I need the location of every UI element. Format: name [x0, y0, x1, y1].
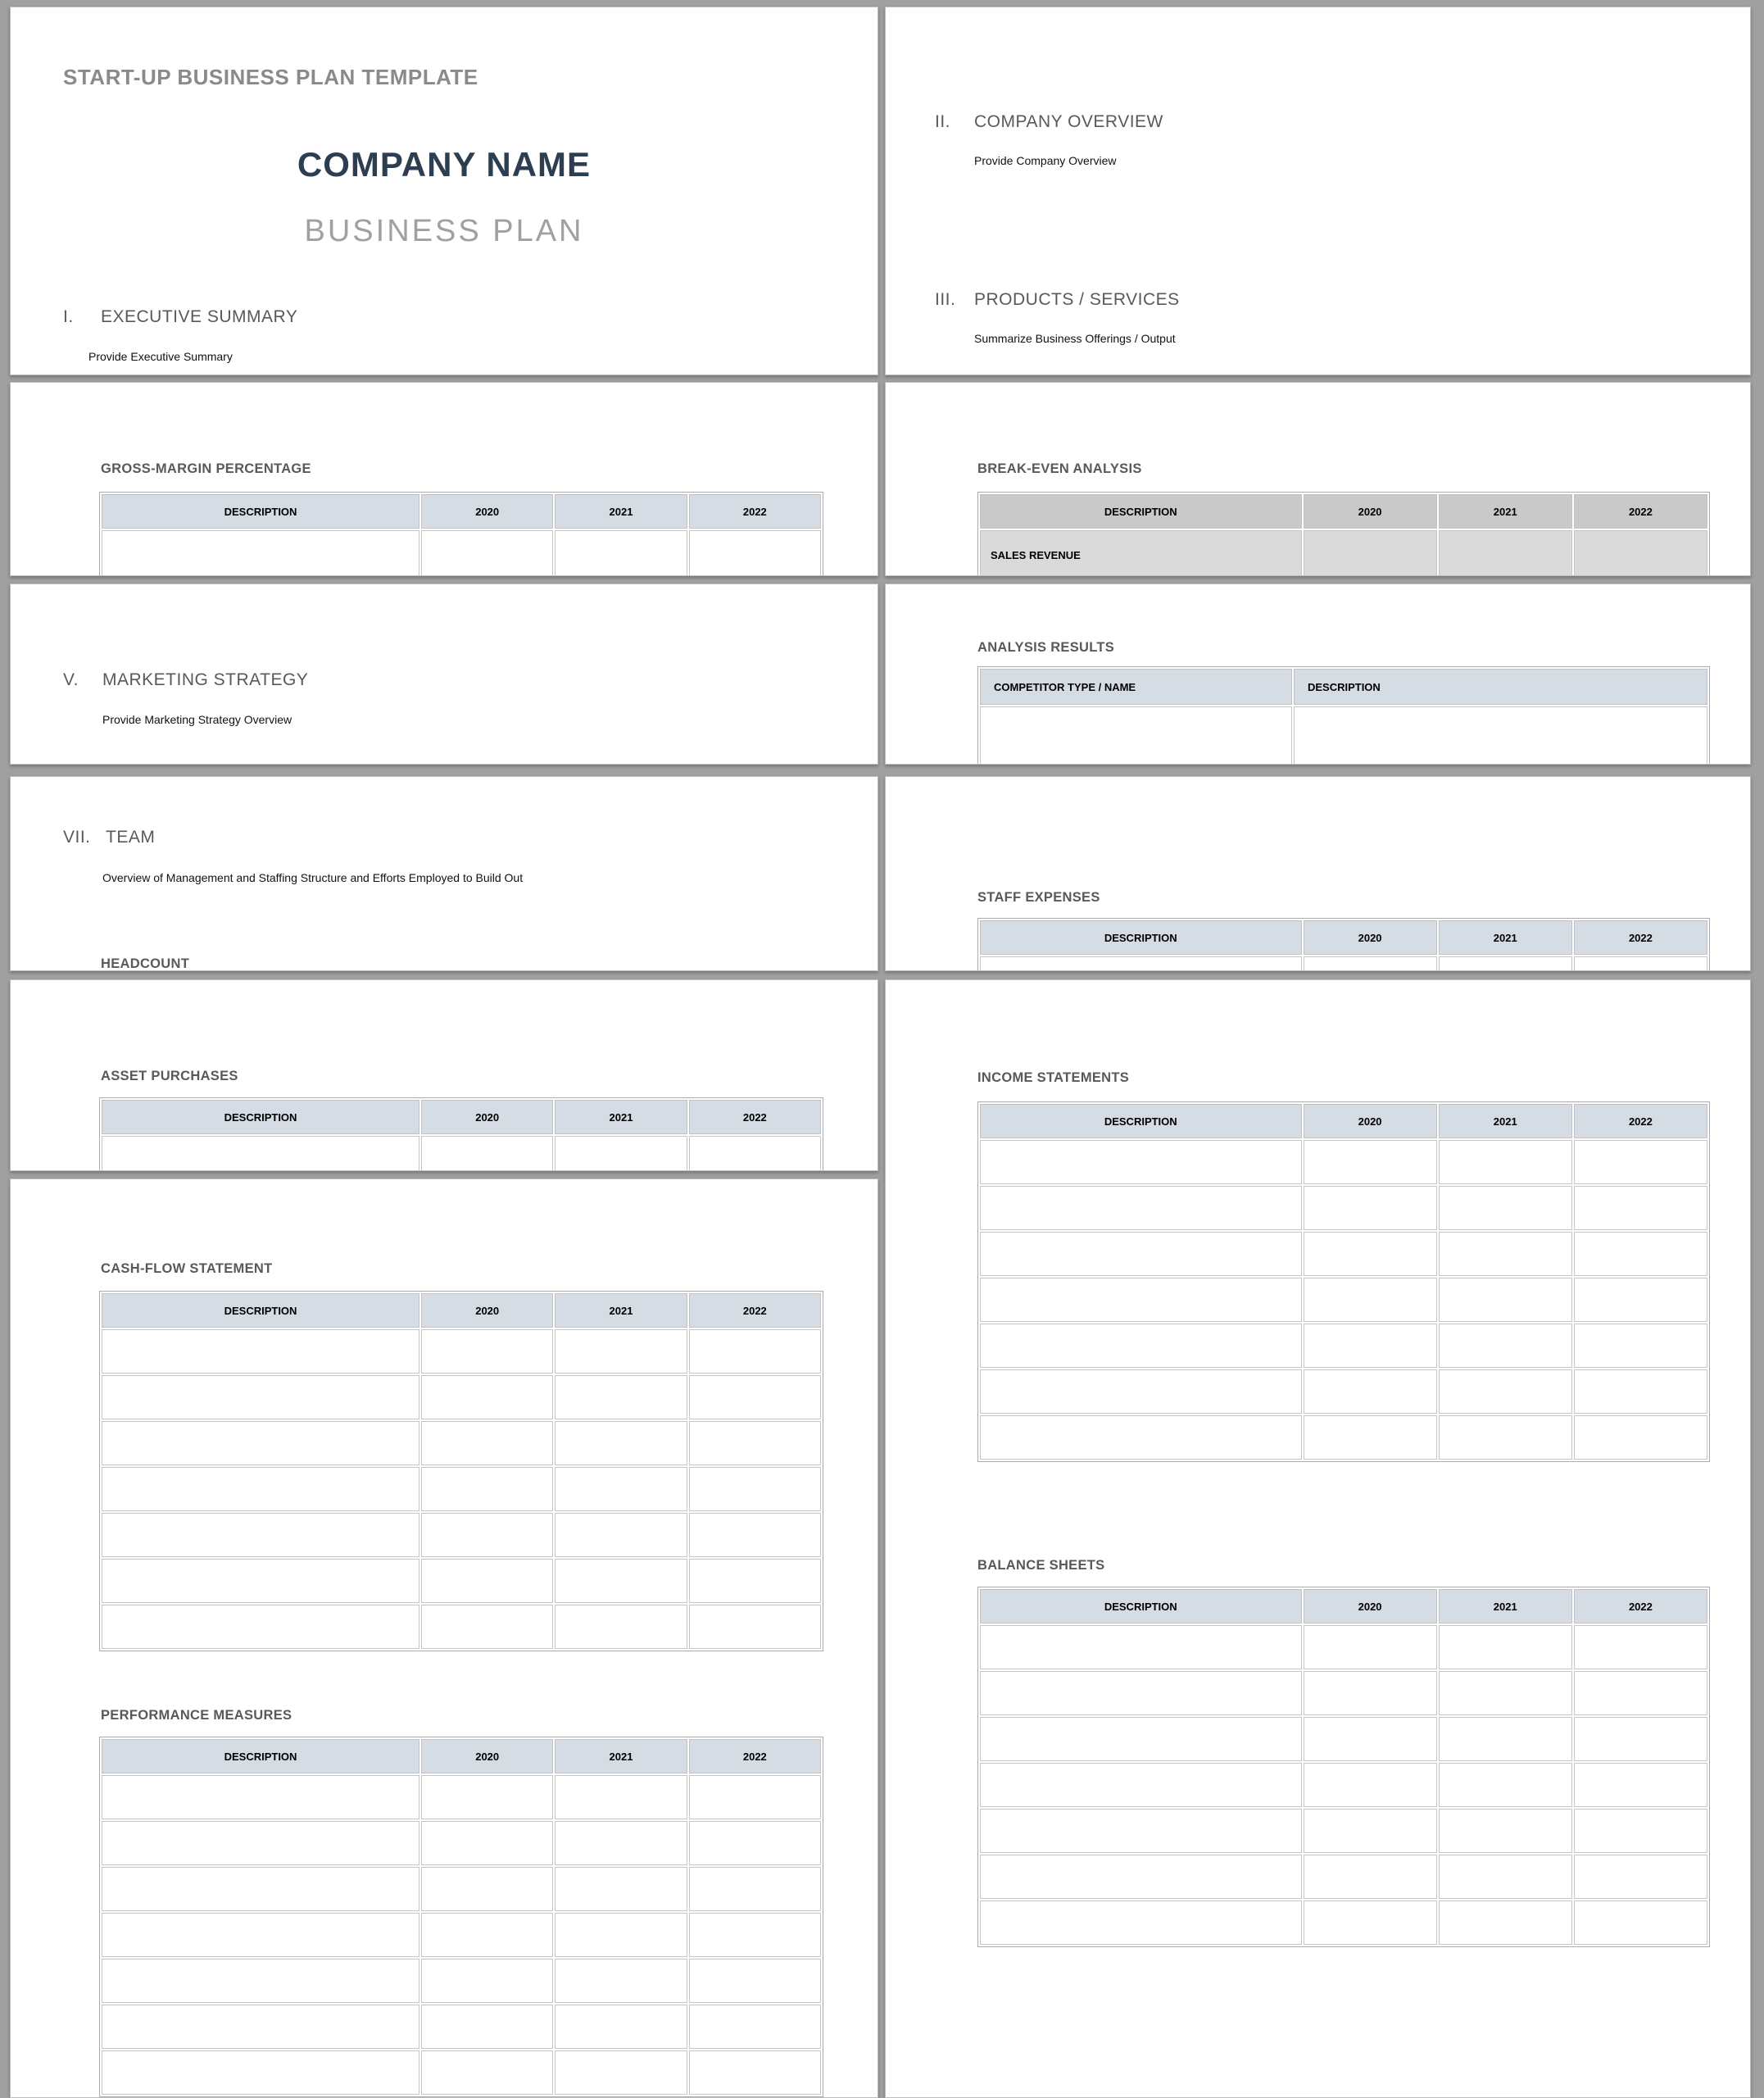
cell	[1304, 530, 1437, 576]
table-row	[102, 1513, 821, 1557]
cell	[1304, 1324, 1437, 1368]
cell	[421, 1329, 553, 1374]
cell	[1439, 1855, 1572, 1899]
cell	[102, 1467, 419, 1511]
cell	[421, 1421, 553, 1465]
section-heading-products-services	[886, 290, 1750, 315]
cell	[980, 1717, 1302, 1761]
cell	[421, 2005, 553, 2049]
col-description: DESCRIPTION	[102, 494, 419, 529]
col-2020: 2020	[1304, 1104, 1437, 1138]
cell	[689, 1136, 821, 1171]
cell	[1574, 1324, 1707, 1368]
cell	[1304, 1625, 1437, 1669]
cell	[689, 1605, 821, 1649]
cell	[980, 1140, 1302, 1184]
col-2020: 2020	[421, 1100, 553, 1134]
table-row	[980, 1855, 1707, 1899]
cash-flow-table	[99, 1291, 823, 1651]
table-row	[102, 1375, 821, 1419]
cell	[980, 1625, 1302, 1669]
section-title: MARKETING STRATEGY	[102, 670, 309, 689]
table-title-gross-margin: GROSS-MARGIN PERCENTAGE	[101, 461, 311, 476]
analysis-results-table	[977, 666, 1710, 765]
table-row	[102, 2050, 821, 2095]
cell	[689, 1775, 821, 1819]
cell	[1574, 1415, 1707, 1460]
table-row	[102, 530, 821, 576]
section-heading-marketing-strategy	[11, 670, 877, 695]
table-header-row	[102, 1293, 821, 1328]
cell	[689, 1559, 821, 1603]
col-description: DESCRIPTION	[980, 1589, 1302, 1623]
cell	[980, 956, 1302, 971]
cell	[1304, 1186, 1437, 1230]
cell	[1294, 706, 1707, 765]
staff-expenses-table	[977, 918, 1710, 971]
table-row	[980, 1186, 1707, 1230]
cell	[689, 530, 821, 576]
performance-measures-table	[99, 1737, 823, 2097]
col-description: DESCRIPTION	[102, 1739, 419, 1773]
cell	[1574, 1278, 1707, 1322]
col-2020: 2020	[421, 1293, 553, 1328]
section-title: PRODUCTS / SERVICES	[974, 290, 1180, 309]
section-number: VII.	[63, 828, 91, 847]
col-description: DESCRIPTION	[1294, 669, 1707, 705]
table-row	[102, 1467, 821, 1511]
table-row	[102, 1605, 821, 1649]
table-row	[102, 1421, 821, 1465]
cell	[102, 2050, 419, 2095]
section-number: I.	[63, 307, 74, 326]
cell	[102, 1136, 419, 1171]
table-row	[980, 1900, 1707, 1945]
cell	[102, 530, 419, 576]
cell	[1574, 1186, 1707, 1230]
cell	[102, 1605, 419, 1649]
cell	[1439, 1369, 1572, 1414]
table-header-row	[102, 1739, 821, 1773]
cell	[689, 1329, 821, 1374]
table-row	[102, 1329, 821, 1374]
table-row	[980, 1232, 1707, 1276]
cell	[1439, 1900, 1572, 1945]
cell	[421, 530, 553, 576]
cell	[1304, 1369, 1437, 1414]
cell	[689, 1821, 821, 1865]
cell	[1439, 1324, 1572, 1368]
gross-margin-table	[99, 492, 823, 576]
cell	[1574, 1232, 1707, 1276]
cell	[689, 1867, 821, 1911]
subheading-headcount: HEADCOUNT	[101, 956, 190, 971]
cell	[1304, 1140, 1437, 1184]
table-title-analysis-results: ANALYSIS RESULTS	[977, 640, 1115, 655]
col-2021: 2021	[1439, 494, 1572, 529]
col-2021: 2021	[1439, 920, 1572, 955]
cell	[1304, 1809, 1437, 1853]
cell	[102, 1375, 419, 1419]
section-number: II.	[935, 112, 951, 131]
cell	[689, 2005, 821, 2049]
section-body-company-overview: Provide Company Overview	[974, 154, 1117, 167]
cell	[421, 1513, 553, 1557]
cell	[980, 1324, 1302, 1368]
page-company-overview	[885, 7, 1751, 375]
cell	[1439, 1763, 1572, 1807]
table-row	[102, 2005, 821, 2049]
cell	[421, 1867, 553, 1911]
cell	[555, 1375, 687, 1419]
cell	[689, 1913, 821, 1957]
table-title-balance-sheets: BALANCE SHEETS	[977, 1558, 1105, 1573]
cell	[689, 2050, 821, 2095]
col-description: DESCRIPTION	[980, 494, 1302, 529]
page-cash-flow	[10, 1178, 878, 2098]
cell	[555, 1467, 687, 1511]
table-row	[980, 1278, 1707, 1322]
table-row	[980, 1717, 1707, 1761]
cell	[555, 1913, 687, 1957]
table-title-asset-purchases: ASSET PURCHASES	[101, 1069, 238, 1083]
cell	[1439, 1717, 1572, 1761]
cell	[1439, 1671, 1572, 1715]
page-staff-expenses	[885, 776, 1751, 971]
doc-type-subtitle: BUSINESS PLAN	[304, 214, 584, 248]
section-heading-company-overview	[886, 112, 1750, 137]
cell	[1574, 1140, 1707, 1184]
cell	[980, 1809, 1302, 1853]
section-body-executive-summary: Provide Executive Summary	[88, 350, 233, 363]
cell	[102, 1867, 419, 1911]
cell	[1304, 1763, 1437, 1807]
table-row	[980, 1625, 1707, 1669]
col-2022: 2022	[689, 1100, 821, 1134]
cell	[689, 1467, 821, 1511]
template-kicker: START-UP BUSINESS PLAN TEMPLATE	[63, 65, 478, 89]
row-label-sales-revenue: SALES REVENUE	[980, 530, 1302, 576]
col-2022: 2022	[1574, 494, 1707, 529]
cell	[1439, 1415, 1572, 1460]
col-2021: 2021	[555, 494, 687, 529]
cell	[421, 1913, 553, 1957]
section-title: TEAM	[106, 828, 156, 847]
table-header-row	[980, 920, 1707, 955]
cell	[555, 2050, 687, 2095]
cell	[1304, 1415, 1437, 1460]
cell	[1439, 530, 1572, 576]
cell	[1304, 1671, 1437, 1715]
cell	[1574, 1671, 1707, 1715]
page-marketing-strategy	[10, 584, 878, 765]
cell	[555, 1821, 687, 1865]
cell	[421, 1959, 553, 2003]
cell	[102, 1959, 419, 2003]
col-2020: 2020	[421, 494, 553, 529]
cell	[555, 1329, 687, 1374]
table-header-row	[980, 1104, 1707, 1138]
page-gross-margin	[10, 382, 878, 576]
table-row	[102, 1559, 821, 1603]
table-row	[980, 1140, 1707, 1184]
cell	[1574, 1717, 1707, 1761]
col-2021: 2021	[555, 1739, 687, 1773]
cell	[421, 1821, 553, 1865]
cell	[555, 1559, 687, 1603]
table-title-performance-measures: PERFORMANCE MEASURES	[101, 1708, 292, 1723]
table-row	[102, 1775, 821, 1819]
table-row	[102, 1959, 821, 2003]
section-heading-team	[11, 828, 877, 852]
cell	[1304, 1278, 1437, 1322]
table-header-row	[102, 494, 821, 529]
cell	[1574, 1809, 1707, 1853]
cell	[980, 706, 1292, 765]
cell	[102, 1913, 419, 1957]
cell	[421, 1136, 553, 1171]
table-row	[980, 1671, 1707, 1715]
cell	[980, 1855, 1302, 1899]
table-row	[102, 1913, 821, 1957]
col-2021: 2021	[555, 1293, 687, 1328]
cell	[980, 1671, 1302, 1715]
cell	[689, 1513, 821, 1557]
cell	[421, 1775, 553, 1819]
cell	[980, 1763, 1302, 1807]
cell	[980, 1415, 1302, 1460]
table-row	[980, 1415, 1707, 1460]
table-title-break-even: BREAK-EVEN ANALYSIS	[977, 461, 1142, 476]
cell	[980, 1232, 1302, 1276]
cell	[1439, 1186, 1572, 1230]
table-row	[980, 530, 1707, 576]
break-even-table	[977, 492, 1710, 576]
cell	[1304, 1232, 1437, 1276]
table-row	[980, 1324, 1707, 1368]
col-description: DESCRIPTION	[980, 920, 1302, 955]
section-body-marketing-strategy: Provide Marketing Strategy Overview	[102, 713, 292, 726]
cell	[1574, 1369, 1707, 1414]
page-income-statements	[885, 979, 1751, 2098]
table-row	[980, 1369, 1707, 1414]
cell	[689, 1375, 821, 1419]
cell	[1304, 1855, 1437, 1899]
table-title-cash-flow: CASH-FLOW STATEMENT	[101, 1261, 273, 1276]
table-header-row	[980, 1589, 1707, 1623]
cell	[102, 2005, 419, 2049]
cell	[421, 1559, 553, 1603]
cell	[555, 1513, 687, 1557]
cell	[1439, 1809, 1572, 1853]
cell	[980, 1900, 1302, 1945]
cell	[1304, 1717, 1437, 1761]
col-2020: 2020	[421, 1739, 553, 1773]
section-title: COMPANY OVERVIEW	[974, 112, 1163, 131]
col-2020: 2020	[1304, 920, 1437, 955]
cell	[1439, 1278, 1572, 1322]
col-2021: 2021	[1439, 1589, 1572, 1623]
col-2022: 2022	[689, 494, 821, 529]
company-name-title: COMPANY NAME	[297, 145, 592, 184]
balance-sheets-table	[977, 1587, 1710, 1947]
cell	[1304, 1900, 1437, 1945]
col-description: DESCRIPTION	[102, 1293, 419, 1328]
cell	[1574, 956, 1707, 971]
cell	[1439, 1140, 1572, 1184]
col-2022: 2022	[689, 1739, 821, 1773]
table-header-row	[102, 1100, 821, 1134]
cell	[1574, 530, 1707, 576]
cell	[555, 1605, 687, 1649]
table-row	[102, 1821, 821, 1865]
cell	[421, 2050, 553, 2095]
cell	[1439, 956, 1572, 971]
cell	[555, 530, 687, 576]
cell	[689, 1959, 821, 2003]
section-body-team: Overview of Management and Staffing Structure and Efforts Employed to Build Out	[102, 871, 524, 884]
section-body-products-services: Summarize Business Offerings / Output	[974, 332, 1176, 345]
cell	[555, 1867, 687, 1911]
cell	[1304, 956, 1437, 971]
col-2020: 2020	[1304, 1589, 1437, 1623]
page-asset-purchases	[10, 979, 878, 1171]
table-title-staff-expenses: STAFF EXPENSES	[977, 890, 1100, 905]
col-2022: 2022	[1574, 1589, 1707, 1623]
cell	[102, 1421, 419, 1465]
col-2021: 2021	[1439, 1104, 1572, 1138]
cell	[1574, 1900, 1707, 1945]
table-row	[102, 1867, 821, 1911]
page-team	[10, 776, 878, 971]
asset-purchases-table	[99, 1097, 823, 1171]
cell	[980, 1278, 1302, 1322]
section-title: EXECUTIVE SUMMARY	[101, 307, 298, 326]
col-competitor-type: COMPETITOR TYPE / NAME	[980, 669, 1292, 705]
col-2020: 2020	[1304, 494, 1437, 529]
page-break-even	[885, 382, 1751, 576]
col-2022: 2022	[1574, 920, 1707, 955]
cell	[555, 2005, 687, 2049]
col-description: DESCRIPTION	[980, 1104, 1302, 1138]
cell	[980, 1369, 1302, 1414]
cell	[1574, 1625, 1707, 1669]
col-description: DESCRIPTION	[102, 1100, 419, 1134]
table-row	[980, 956, 1707, 971]
table-row	[102, 1136, 821, 1171]
cell	[421, 1605, 553, 1649]
page-analysis-results	[885, 584, 1751, 765]
cell	[555, 1421, 687, 1465]
cell	[1439, 1232, 1572, 1276]
cell	[980, 1186, 1302, 1230]
table-header-row	[980, 494, 1707, 529]
page-cover	[10, 7, 878, 375]
cell	[1439, 1625, 1572, 1669]
cell	[102, 1329, 419, 1374]
table-row	[980, 1809, 1707, 1853]
col-2021: 2021	[555, 1100, 687, 1134]
cell	[102, 1821, 419, 1865]
cell	[555, 1775, 687, 1819]
table-row	[980, 706, 1707, 765]
table-row	[980, 1763, 1707, 1807]
cell	[689, 1421, 821, 1465]
col-2022: 2022	[689, 1293, 821, 1328]
section-number: V.	[63, 670, 79, 689]
section-number: III.	[935, 290, 956, 309]
cell	[102, 1513, 419, 1557]
cell	[555, 1959, 687, 2003]
section-heading-executive-summary	[11, 307, 877, 332]
cell	[421, 1467, 553, 1511]
table-header-row	[980, 669, 1707, 705]
cell	[102, 1559, 419, 1603]
cell	[1574, 1763, 1707, 1807]
cell	[102, 1775, 419, 1819]
income-statements-table	[977, 1101, 1710, 1462]
col-2022: 2022	[1574, 1104, 1707, 1138]
cell	[1574, 1855, 1707, 1899]
table-title-income-statements: INCOME STATEMENTS	[977, 1070, 1130, 1085]
cell	[555, 1136, 687, 1171]
cell	[421, 1375, 553, 1419]
